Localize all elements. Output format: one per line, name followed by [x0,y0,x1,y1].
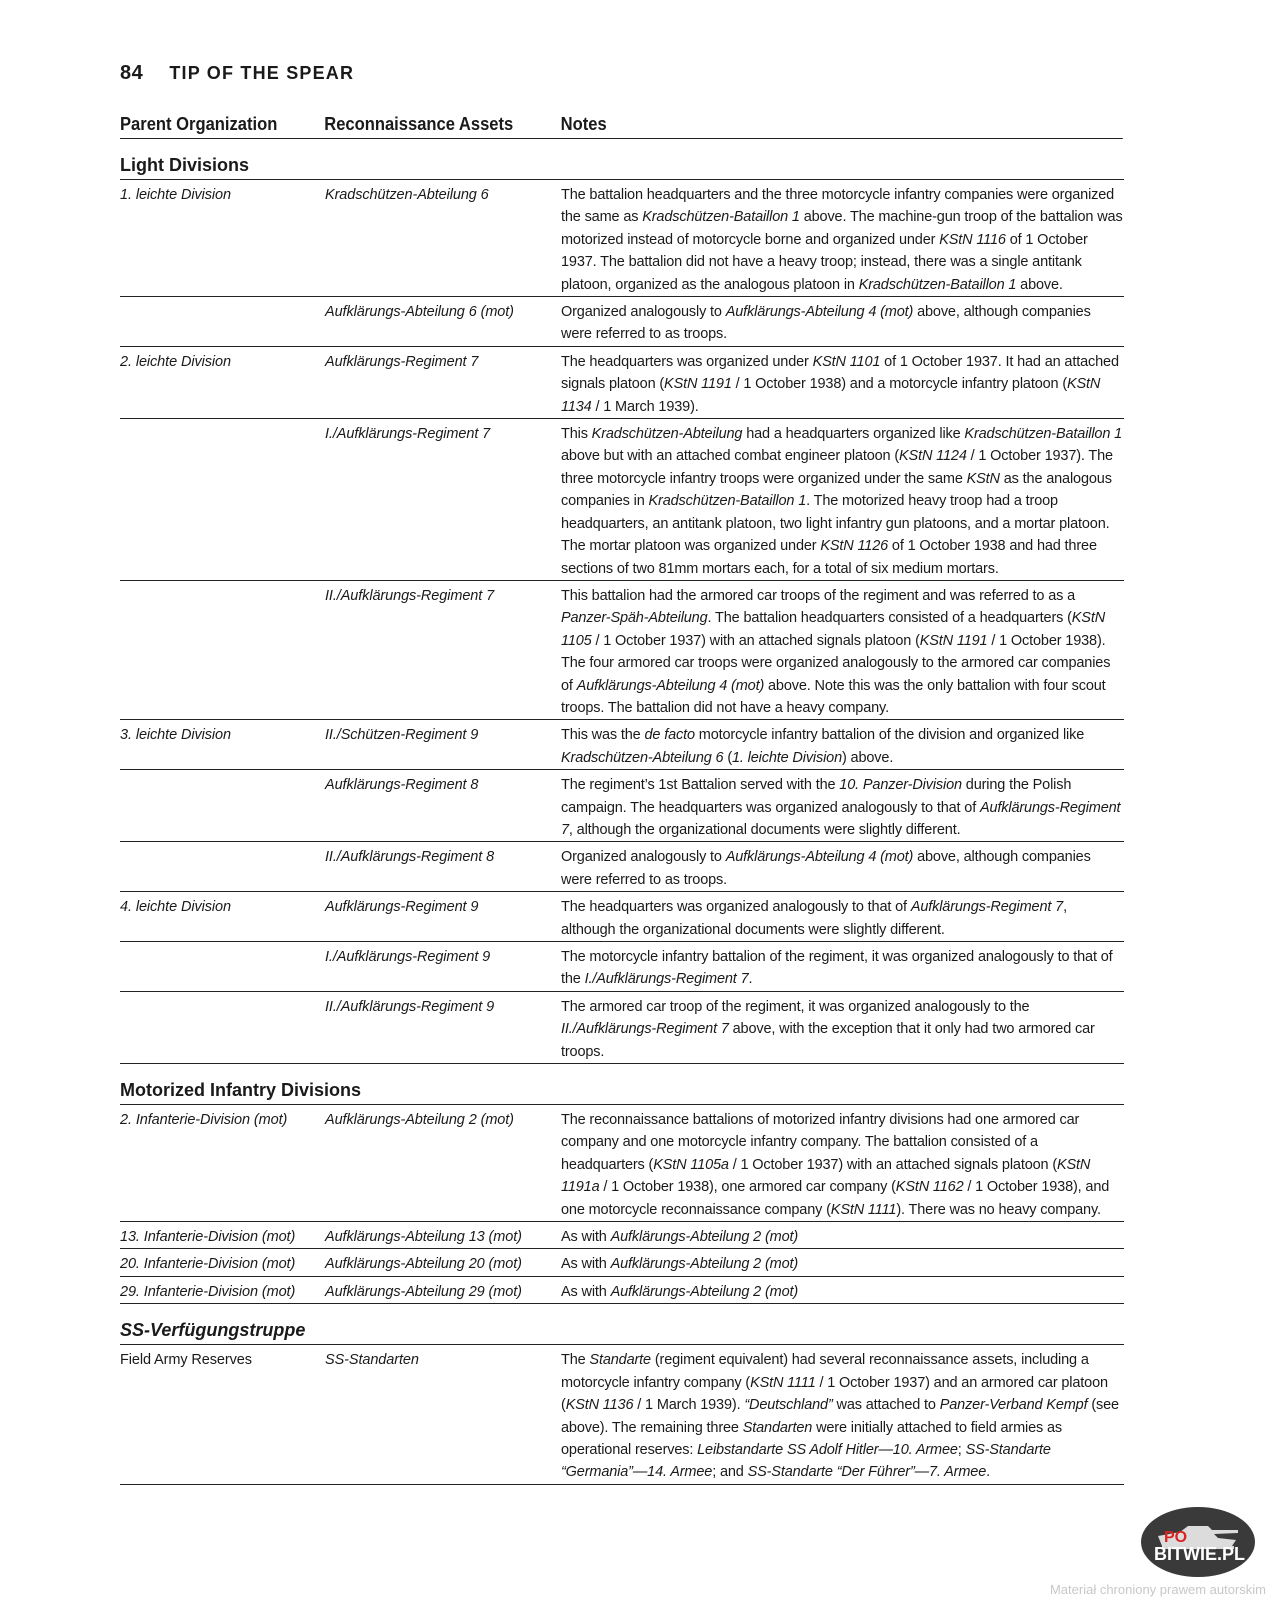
table-body [120,139,1124,1485]
reconnaissance-asset-cell: Aufklärungs-Abteilung 13 (mot) [325,1229,522,1246]
reconnaissance-asset-cell: Aufklärungs-Regiment 8 [325,777,479,794]
parent-organization-cell: 1. leichte Division [120,187,231,203]
reconnaissance-asset-cell: Aufklärungs-Abteilung 20 (mot) [325,1256,522,1273]
copyright-watermark: Materiał chroniony prawem autorskim [1049,1582,1266,1597]
parent-organization-cell [120,946,325,991]
running-title: TIP OF THE SPEAR [169,63,355,83]
parent-organization-cell: 3. leichte Division [120,727,231,744]
parent-organization-cell: 13. Infanterie-Division (mot) [120,1229,296,1246]
notes-cell: The regiment’s 1st Battalion served with the 10. Panzer-Division during the Polish campaign. The headquarters was organized analogously to that of Aufklärungs-Regiment 7, although the organizational documents were slightly different. [561,777,1121,838]
reconnaissance-asset-cell: Kradschützen-Abteilung 6 [325,187,489,203]
page-number: 84 [120,62,144,84]
column-header-parent: Parent Organization [120,114,278,134]
page-header [120,62,354,85]
table-row [120,842,1124,892]
table-header [120,114,1123,139]
parent-organization-cell: Field Army Reserves [120,1352,252,1369]
section-heading: Light Divisions [120,139,1124,180]
reconnaissance-asset-cell: SS-Standarten [325,1352,419,1369]
notes-cell: As with Aufklärungs-Abteilung 2 (mot) [561,1256,799,1273]
logo-text-po: PO [1164,1529,1188,1546]
notes-cell: This was the de facto motorcycle infantry battalion of the division and organized like Kradschützen-Abteilung 6 (1. leichte Division) above. [561,727,1085,766]
notes-cell: The reconnaissance battalions of motorized infantry divisions had one armored car company and one motorcycle infantry company. The battalion consisted of a headquarters (KStN 1105a / 1 October 1937) with an attached signals platoon (KStN 1191a / 1 October 1938), one armored car company (KStN 1162 / 1 October 1938), and one motorcycle reconnaissance company (KStN 1111). There was no heavy company. [561,1112,1110,1218]
parent-organization-cell: 29. Infanterie-Division (mot) [120,1283,296,1300]
table-row [120,892,1124,942]
notes-cell: The headquarters was organized under KStN 1101 of 1 October 1937. It had an attached signals platoon (KStN 1191 / 1 October 1938) and a motorcycle infantry platoon (KStN 1134 / 1 March 1939). [561,353,1119,415]
table-row [120,1277,1124,1304]
reconnaissance-asset-cell: II./Aufklärungs-Regiment 9 [325,998,495,1015]
notes-cell: This Kradschützen-Abteilung had a headquarters organized like Kradschützen-Bataillon 1 above but with an attached combat engineer platoon (KStN 1124 / 1 October 1937). The three motorcycle infantry troops were organized under the same KStN as the analogous companies in Kradschützen-Bataillon 1. The motorized heavy troop had a troop headquarters, an antitank platoon, two light infantry gun platoons, and a mortar platoon. The mortar platoon was organized under KStN 1126 of 1 October 1938 and had three sections of two 81mm mortars each, for a total of six medium mortars. [561,426,1123,577]
parent-organization-cell: 4. leichte Division [120,899,231,916]
parent-organization-cell [120,996,325,1063]
parent-organization-cell: 20. Infanterie-Division (mot) [120,1256,296,1273]
table-row [120,180,1124,297]
section-heading: SS-Verfügungstruppe [120,1304,1124,1345]
notes-cell: The battalion headquarters and the three motorcycle infantry companies were organized the same as Kradschützen-Bataillon 1 above. The machine-gun troop of the battalion was motorized instead of motorcycle borne and organized under KStN 1116 of 1 October 1937. The battalion did not have a heavy troop; instead, there was a single antitank platoon, organized as the analogous platoon in Kradschützen-Bataillon 1 above. [561,187,1123,293]
reconnaissance-asset-cell: Aufklärungs-Abteilung 29 (mot) [325,1283,522,1300]
table-row [120,581,1124,720]
table-row [120,770,1124,842]
notes-cell: Organized analogously to Aufklärungs-Abteilung 4 (mot) above, although companies were referred to as troops. [561,849,1091,888]
parent-organization-cell [120,774,325,841]
column-header-notes: Notes [560,114,607,134]
notes-cell: This battalion had the armored car troops of the regiment and was referred to as a Panzer-Späh-Abteilung. The battalion headquarters consisted of a headquarters (KStN 1105 / 1 October 1937) with an attached signals platoon (KStN 1191 / 1 October 1938). The four armored car troops were organized analogously to the armored car companies of Aufklärungs-Abteilung 4 (mot) above. Note this was the only battalion with four scout troops. The battalion did not have a heavy company. [561,587,1111,716]
parent-organization-cell [120,423,325,580]
table-row [120,942,1124,992]
reconnaissance-asset-cell: Aufklärungs-Regiment 9 [325,899,479,916]
reconnaissance-table [120,114,1124,1485]
pobitwie-logo [1140,1506,1256,1578]
reconnaissance-asset-cell: Aufklärungs-Abteilung 6 (mot) [325,304,514,321]
table-row [120,297,1124,347]
reconnaissance-asset-cell: Aufklärungs-Abteilung 2 (mot) [325,1112,514,1129]
notes-cell: The armored car troop of the regiment, it was organized analogously to the II./Aufklärungs-Regiment 7 above, with the exception that it only had two armored car troops. [561,998,1095,1060]
reconnaissance-asset-cell: I./Aufklärungs-Regiment 9 [325,949,491,965]
table-row [120,1222,1124,1249]
notes-cell: As with Aufklärungs-Abteilung 2 (mot) [561,1229,799,1246]
notes-cell: The headquarters was organized analogously to that of Aufklärungs-Regiment 7, although the organizational documents were slightly different. [561,899,1067,938]
reconnaissance-asset-cell: II./Aufklärungs-Regiment 8 [325,849,495,866]
reconnaissance-asset-cell: II./Aufklärungs-Regiment 7 [325,587,495,604]
parent-organization-cell: 2. leichte Division [120,353,231,370]
table-row [120,419,1124,581]
notes-cell: The motorcycle infantry battalion of the regiment, it was organized analogously to that of the I./Aufklärungs-Regiment 7. [561,949,1113,988]
parent-organization-cell [120,585,325,719]
notes-cell: As with Aufklärungs-Abteilung 2 (mot) [561,1283,799,1300]
table-row [120,1105,1124,1222]
table-row [120,1345,1124,1484]
parent-organization-cell [120,301,325,346]
reconnaissance-asset-cell: I./Aufklärungs-Regiment 7 [325,426,491,443]
parent-organization-cell [120,846,325,891]
notes-cell: Organized analogously to Aufklärungs-Abteilung 4 (mot) above, although companies were referred to as troops. [561,304,1091,343]
section-heading: Motorized Infantry Divisions [120,1064,1124,1105]
reconnaissance-asset-cell: II./Schützen-Regiment 9 [325,727,479,744]
table-row [120,1249,1124,1276]
logo-text-bitwie: BITWIE.PL [1154,1544,1245,1564]
parent-organization-cell: 2. Infanterie-Division (mot) [120,1112,288,1129]
notes-cell: The Standarte (regiment equivalent) had several reconnaissance assets, including a motorcycle infantry company (KStN 1111 / 1 October 1937) and an armored car platoon (KStN 1136 / 1 March 1939). “Deutschland” was attached to Panzer-Verband Kempf (see above). The remaining three Standarten were initially attached to field armies as operational reserves: Leibstandarte SS Adolf Hitler—10. Armee; SS-Standarte “Germania”—14. Armee; and SS-Standarte “Der Führer”—7. Armee. [561,1352,1119,1481]
table-row [120,992,1124,1064]
table-row [120,347,1124,419]
table-row [120,720,1124,770]
column-header-assets: Reconnaissance Assets [324,114,514,134]
reconnaissance-asset-cell: Aufklärungs-Regiment 7 [325,353,479,370]
